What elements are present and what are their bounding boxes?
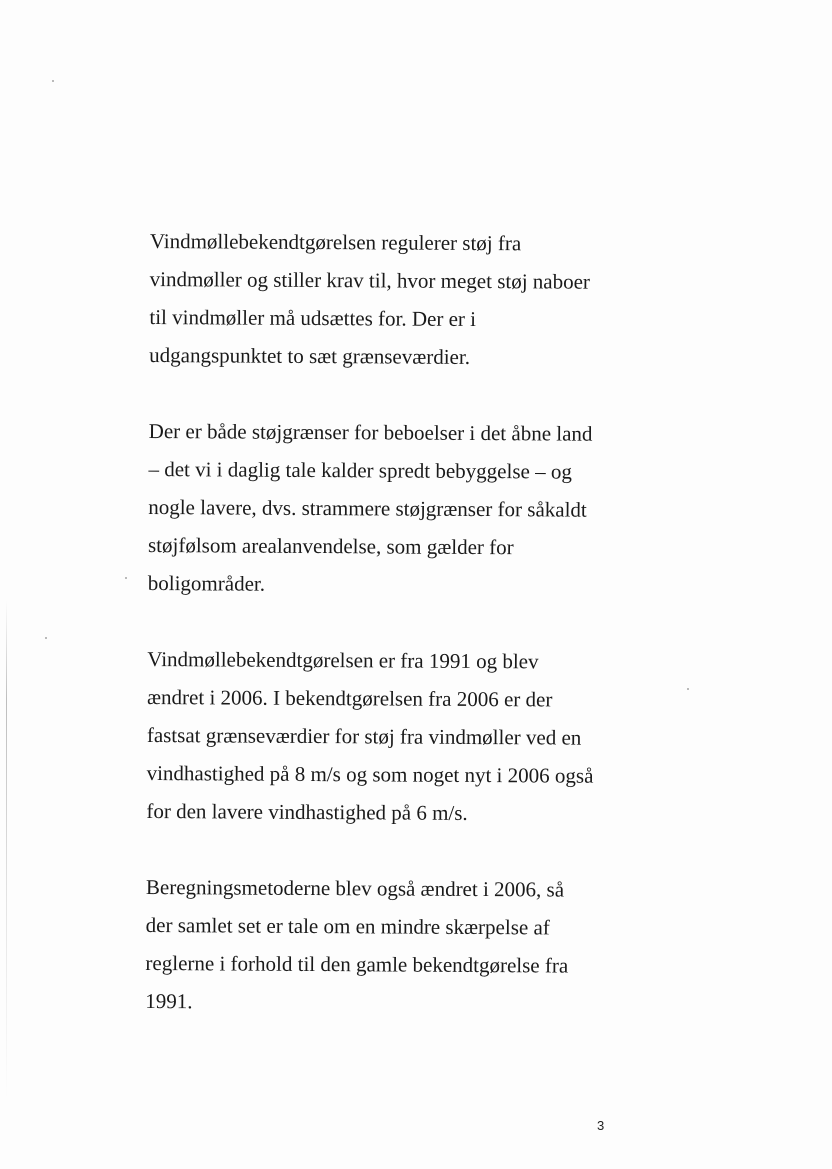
text-line: – det vi i daglig tale kalder spredt bebyggelse – og: [148, 456, 572, 484]
scan-edge-shadow: [6, 600, 7, 1100]
text-line: udgangspunktet to sæt grænseværdier.: [149, 342, 471, 369]
text-line: vindhastighed på 8 m/s og som noget nyt i 2006 også: [146, 760, 594, 788]
scan-speck: [52, 80, 54, 82]
text-line: Beregningsmetoderne blev også ændret i 2006, så: [145, 874, 565, 902]
scan-speck: [125, 577, 127, 579]
text-line: fastsat grænseværdier for støj fra vindmøller ved en: [146, 722, 582, 750]
text-line: nogle lavere, dvs. strammere støjgrænser for såkaldt: [148, 494, 587, 522]
paragraph-history: [146, 640, 627, 833]
scan-speck: [687, 688, 689, 690]
text-line: 1991.: [145, 988, 193, 1014]
text-line: vindmøller og stiller krav til, hvor meget støj naboer: [149, 266, 591, 294]
text-line: støjfølsom arealanvendelse, som gælder for: [147, 532, 514, 560]
text-line: reglerne i forhold til den gamle bekendtgørelse fra: [145, 950, 569, 978]
text-line: til vindmøller må udsættes for. Der er i: [149, 304, 477, 331]
text-line: Vindmøllebekendtgørelsen er fra 1991 og blev: [147, 646, 539, 674]
text-line: ændret i 2006. I bekendtgørelsen fra 2006 er der: [147, 684, 553, 712]
paragraph-noise-limits: [148, 412, 629, 605]
text-line: Vindmøllebekendtgørelsen regulerer støj fra: [149, 228, 522, 256]
text-line: Der er både støjgrænser for beboelser i det åbne land: [148, 418, 593, 446]
scan-speck: [45, 637, 47, 639]
paragraph-methods: [145, 868, 626, 1023]
text-line: der samlet set er tale om en mindre skærpelse af: [145, 912, 550, 940]
paragraph-regulation: [149, 222, 630, 377]
body-text: [145, 222, 630, 1061]
text-line: for den lavere vindhastighed på 6 m/s.: [146, 798, 468, 825]
page-number: 3: [597, 1118, 605, 1133]
text-line: boligområder.: [147, 570, 266, 596]
